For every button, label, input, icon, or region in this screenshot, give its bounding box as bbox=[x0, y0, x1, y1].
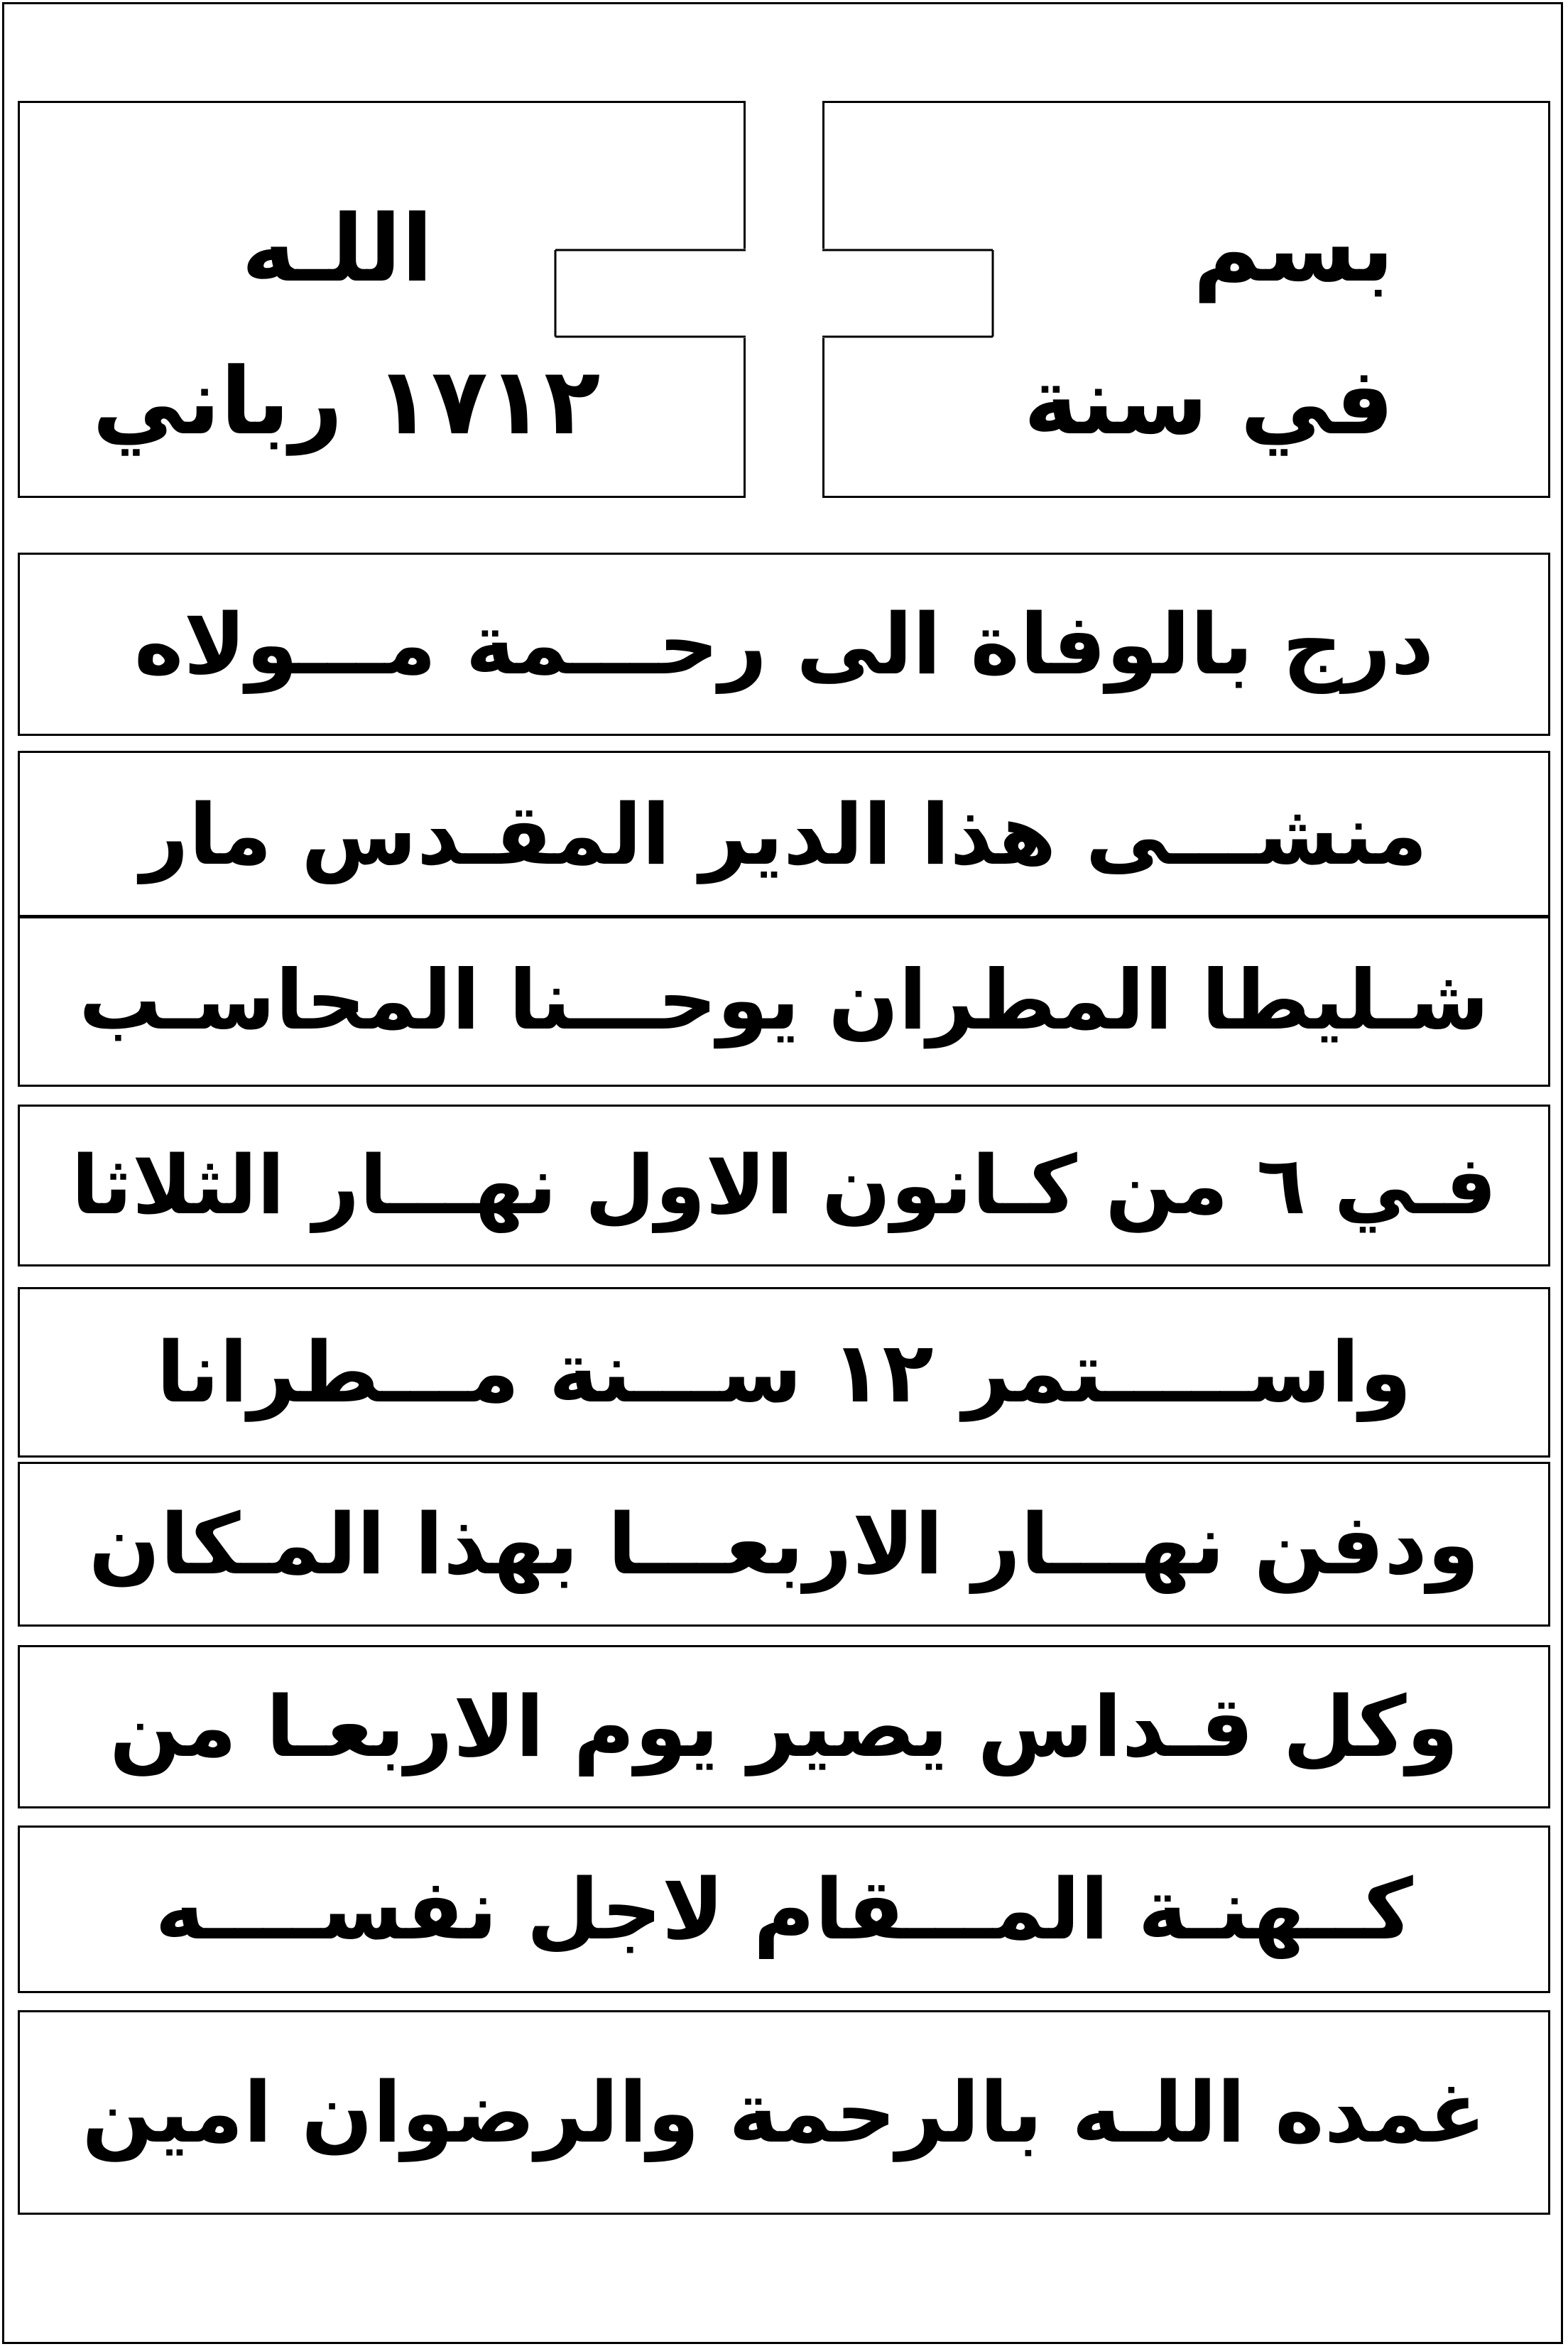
inscription-line-1: درج بالوفاة الى رحـــمة مـــولاه bbox=[134, 595, 1434, 693]
header-allah: اللـه bbox=[241, 195, 433, 303]
header-year: ١٧١٢ رباني bbox=[92, 347, 601, 455]
inscription-line-9: غمده اللـه بالرحمة والرضوان امين bbox=[82, 2063, 1486, 2161]
header-bism: بسم bbox=[1192, 195, 1394, 303]
inscription-line-3: شـليطا المطران يوحـــنا المحاسـب bbox=[79, 953, 1489, 1048]
inscription-line-8: كــهنـة المـــقام لاجل نفســــه bbox=[155, 1860, 1413, 1958]
cross-center bbox=[746, 249, 822, 338]
inscription-line-5: واســـــتمر ١٢ ســـنة مـــطرانا bbox=[156, 1323, 1412, 1421]
inscription-line-6: ودفن نهـــار الاربعـــا بهذا المـكان bbox=[88, 1495, 1480, 1593]
inscription-line-4: فـي ٦ من كـانون الاول نهـــار الثلاثا bbox=[71, 1138, 1497, 1232]
inscription-line-7: وكل قـداس يصير يوم الاربعـا من bbox=[109, 1678, 1459, 1776]
inscription-line-2: منشـــى هذا الدير المقـدس مار bbox=[140, 786, 1428, 884]
header-fi-sana: في سنة bbox=[1023, 347, 1394, 455]
